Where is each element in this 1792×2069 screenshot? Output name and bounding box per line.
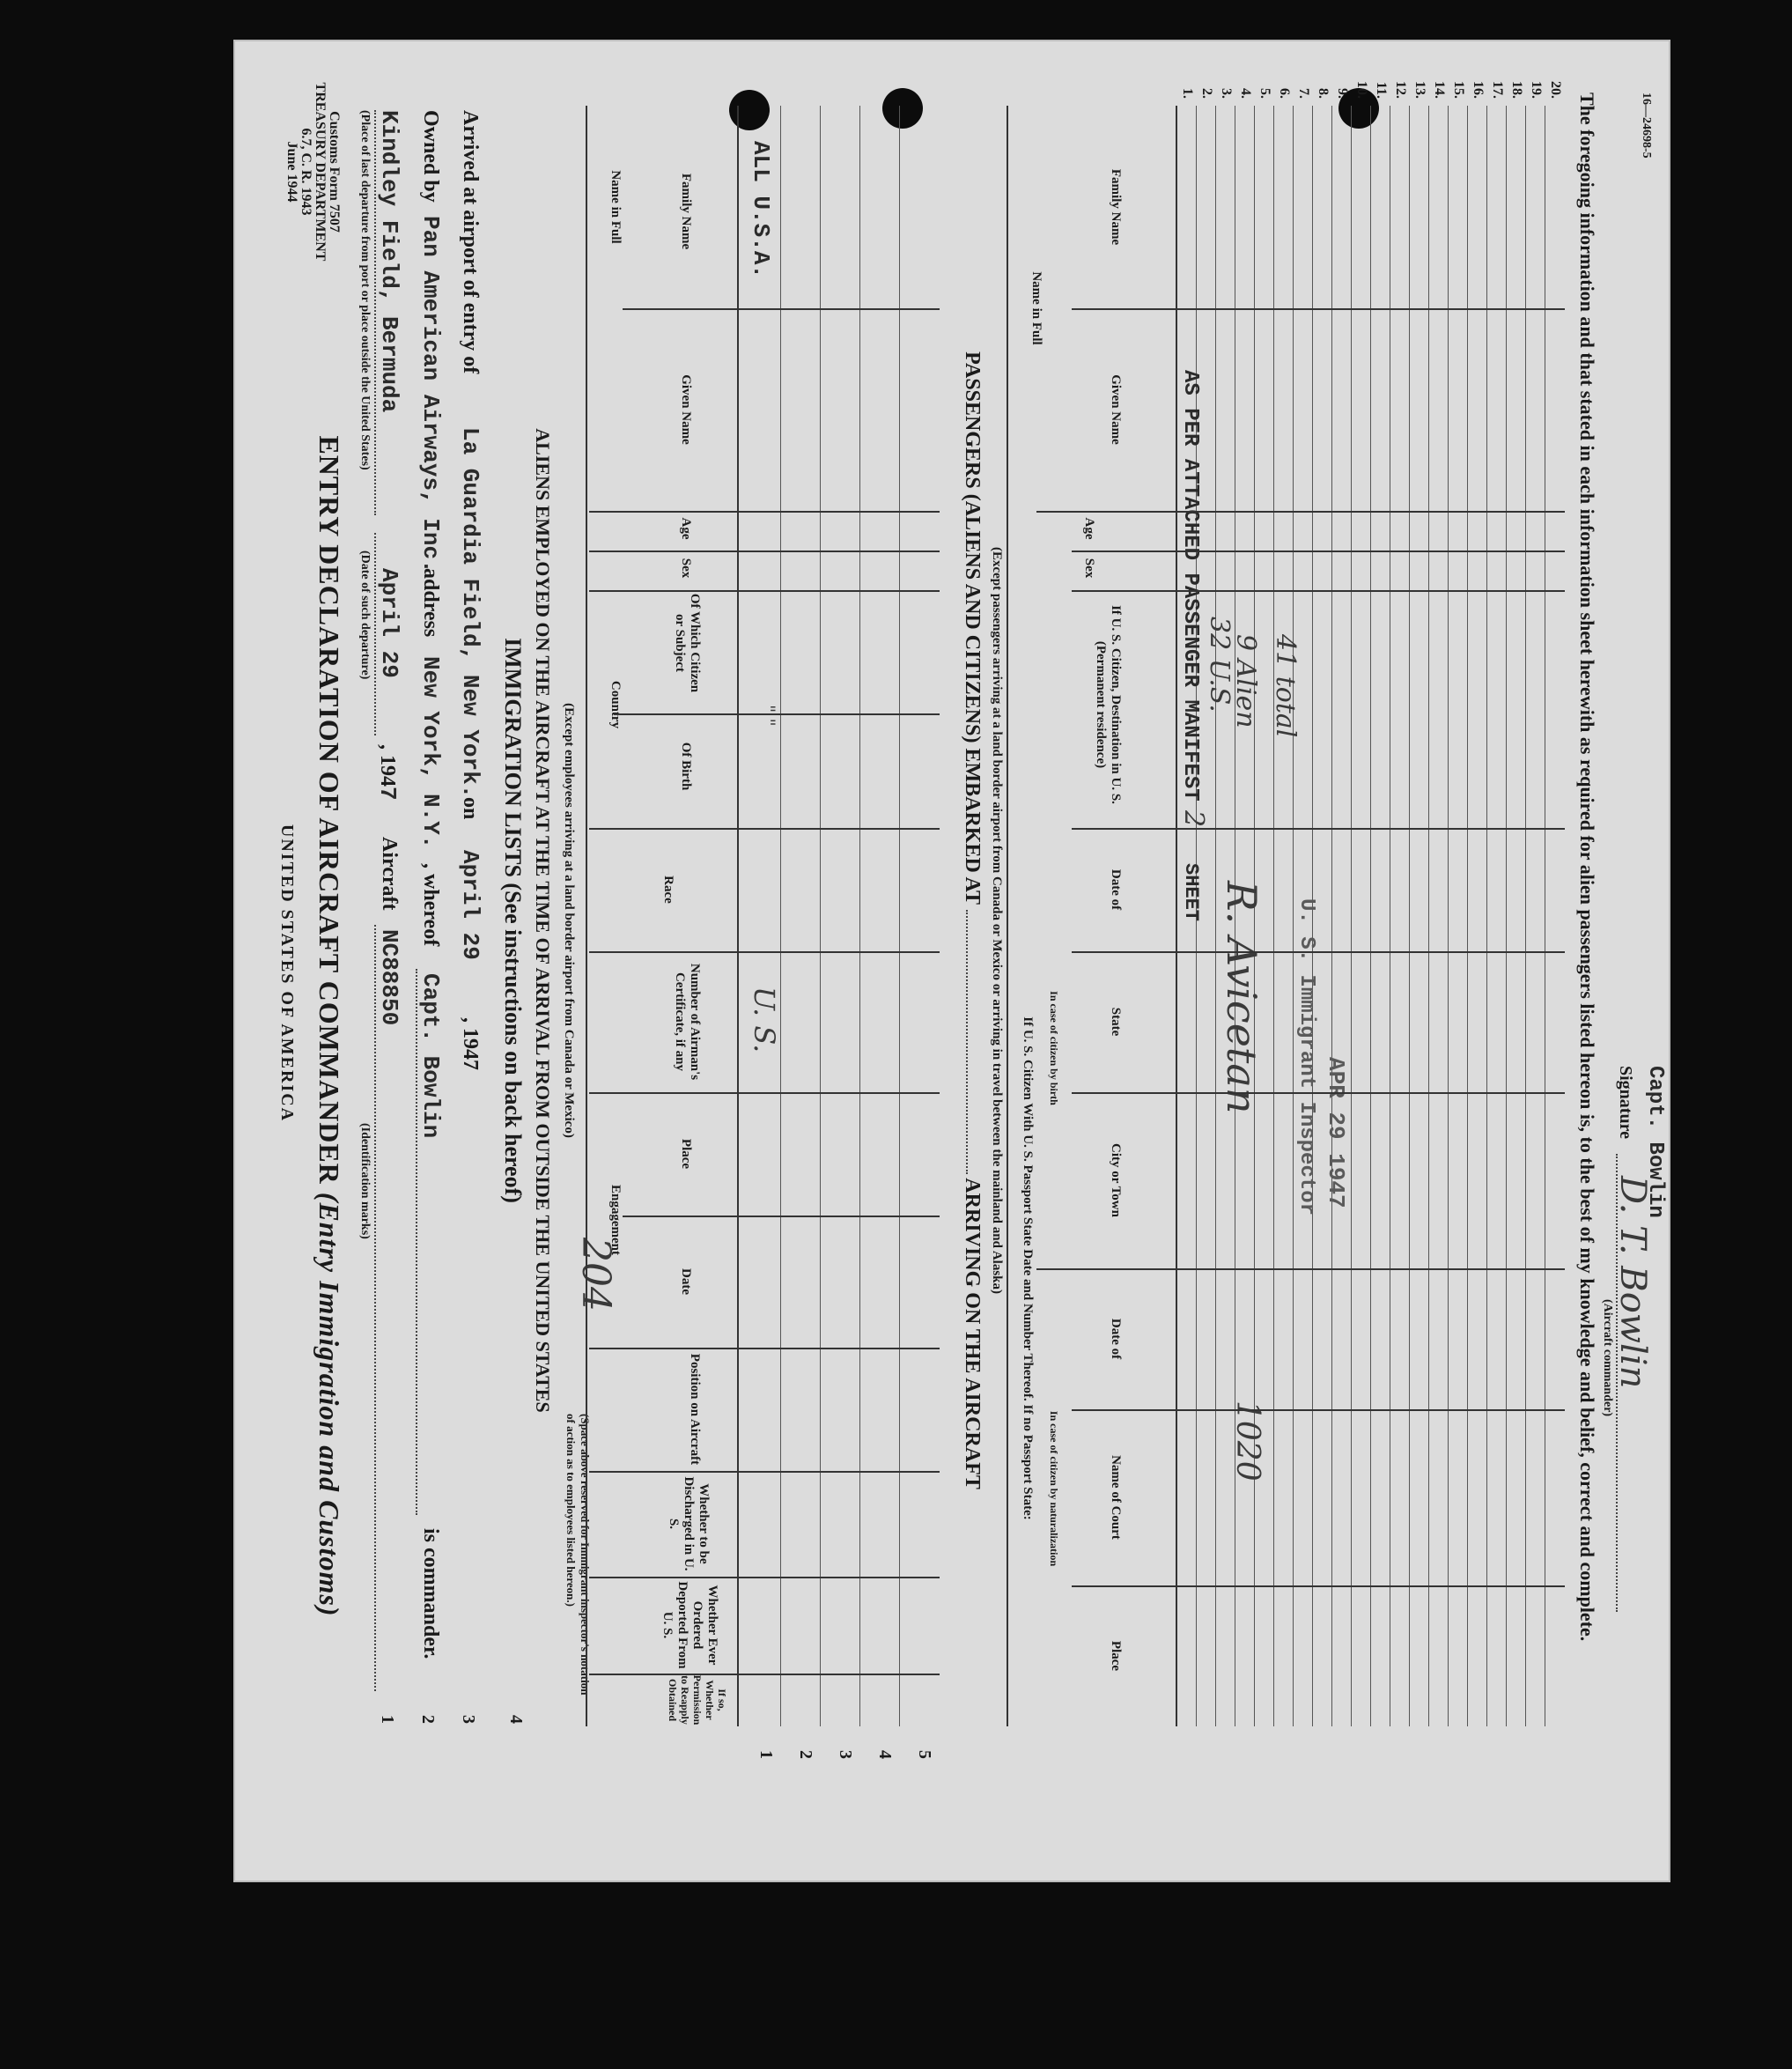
pax-col-name-in-full: Name in Full (1029, 271, 1043, 345)
year-prefix: , 194 (376, 744, 399, 787)
departure-date: April 29 (376, 568, 402, 678)
year-suffix: 7 (374, 787, 401, 801)
crew-col-date: Date (679, 1268, 693, 1295)
passenger-row-numbers (1177, 70, 1565, 106)
crew-col-name-in-full: Name in Full (608, 170, 623, 244)
handwritten-us-count: 32 U.S. (1204, 617, 1235, 713)
pax-row-number: 1. (1180, 88, 1195, 99)
pax-row-number: 16. (1471, 81, 1486, 99)
owner-address: New York, N.Y. (417, 656, 444, 849)
pax-col-birth-group: In case of citizen by birth (1048, 991, 1060, 1105)
on-label: on (459, 797, 482, 820)
departure-place: Kindley Field, Bermuda (376, 110, 402, 413)
crew-col-of-birth: Of Birth (679, 742, 693, 791)
date-dotline (374, 533, 376, 735)
commander-signature: D. T. Bowlin (1612, 1176, 1653, 1389)
crew-section-title: ALIENS EMPLOYED ON THE AIRCRAFT AT THE TIME OF ARRIVAL FROM OUTSIDE THE UNITED STATES (532, 428, 554, 1413)
year-field (374, 744, 401, 801)
space-reserved-note: (Space above reserved for Immigrant inspector's notation of action as to employees listed hereon.) (564, 1414, 592, 1696)
aircraft-dotline (374, 925, 376, 1691)
pax-row-number: 9. (1335, 88, 1350, 99)
aircraft-caption: (Identification marks) (358, 1123, 372, 1239)
inspector-stamp-date: APR 29 1947 (1323, 1057, 1349, 1208)
arrival-airport: La Guardia Field, New York. (457, 427, 483, 799)
crew-col-given-name: Given Name (679, 374, 693, 445)
scanned-form-page (233, 40, 1670, 1882)
immigration-lists-title: IMMIGRATION LISTS (See instructions on back hereof) (500, 638, 526, 1203)
crew-col-country: Country (608, 680, 623, 729)
manifest-note: AS PER ATTACHED PASSENGER MANIFEST (1178, 370, 1202, 802)
crew-col-discharged: Whether to be Discharged in U. S. (667, 1476, 711, 1571)
owner-name: Pan American Airways, Inc. (417, 216, 444, 573)
passenger-section-title (960, 172, 984, 1669)
crew-col-race: Race (661, 876, 675, 904)
sheet-number-handwritten: 204 (573, 1238, 618, 1312)
crew-col-family-name: Family Name (679, 173, 693, 250)
crew-col-place: Place (679, 1138, 693, 1170)
sheet-word: SHEET (1180, 863, 1202, 922)
crew-row-number: 1 (756, 1750, 776, 1759)
margin-number: 3 (459, 1715, 478, 1724)
cfr-label: 6.7, C. R. 1943 (299, 128, 313, 216)
pax-col-family-name: Family Name (1109, 168, 1123, 246)
address-label: address (419, 568, 442, 638)
passenger-table-body (1177, 106, 1565, 1726)
owned-by-label: Owned by (419, 110, 442, 203)
crew-col-deported: Whether Ever Ordered Deported From U. S. (660, 1581, 719, 1669)
pax-col-place: Place (1109, 1640, 1123, 1672)
aircraft-id: NC88850 (376, 929, 402, 1026)
signature-label: Signature (1616, 1066, 1635, 1139)
crew-row-number: 2 (796, 1750, 815, 1759)
is-commander-label: is commander. (419, 1528, 442, 1659)
form-date-label: June 1944 (284, 141, 299, 203)
typed-commander-name: Capt. Bowlin (1643, 1066, 1667, 1218)
department-label: TREASURY DEPARTMENT (313, 82, 328, 262)
form-title (313, 410, 345, 1643)
crew-section-note: (Except employees arriving at a land border airport from Canada or Mexico) (562, 703, 576, 1138)
form-title-sub: (Entry Immigration and Customs) (313, 1192, 345, 1617)
country-heading: UNITED STATES OF AMERICA (277, 824, 297, 1123)
pax-row-number: 20. (1548, 81, 1563, 99)
pax-row-number: 2. (1199, 88, 1214, 99)
pax-row-number: 19. (1529, 81, 1544, 99)
commander-dotline (416, 969, 417, 1515)
handwritten-alien-count: 9 Alien (1230, 634, 1261, 728)
margin-number: 1 (378, 1715, 397, 1724)
inspector-stamp-title: U. S. Immigrant Inspector (1294, 898, 1318, 1216)
pax-col-destination: If U. S. Citizen, Destination in U. S. (Permanent residence) (1094, 605, 1123, 804)
pax-row-number: 3. (1219, 88, 1234, 99)
passenger-table-header (1007, 106, 1177, 1726)
crew-row-number: 4 (875, 1750, 895, 1759)
crew-col-airman-cert: Number of Airman's Certificate, if any (673, 963, 702, 1081)
form-print-number: 16—24698-5 (1640, 92, 1653, 159)
pax-col-age: Age (1082, 517, 1096, 540)
pax-row-number: 8. (1316, 88, 1331, 99)
arrived-label: Arrived at airport of entry of (459, 110, 482, 374)
crew-col-age: Age (679, 517, 693, 540)
pax-row-number: 15. (1451, 81, 1466, 99)
form-id-block (284, 66, 341, 277)
crew-row-number: 5 (915, 1750, 934, 1759)
pax-row-number: 12. (1393, 81, 1408, 99)
pax-col-naturalization-group: In case of citizen by naturalization (1048, 1410, 1060, 1567)
pax-col-sex: Sex (1082, 558, 1096, 579)
crew-col-permission: If so, Whether Permission to Reapply Obtained (667, 1674, 728, 1725)
whereof-label: , whereof (419, 863, 442, 947)
crew-col-sex: Sex (679, 558, 693, 579)
crew-col-engagement: Engagement (608, 1185, 623, 1255)
pax-col-court: Name of Court (1109, 1455, 1123, 1540)
pax-row-number: 11. (1374, 81, 1389, 99)
pax-row-number: 6. (1277, 88, 1292, 99)
crew-entry-all-usa: ALL U.S.A. (748, 141, 774, 279)
rotated-form (233, 40, 1670, 1882)
pax-col-given-name: Given Name (1109, 374, 1123, 445)
inspector-signature: R. Avicetan (1218, 881, 1265, 1114)
margin-number: 4 (506, 1715, 526, 1724)
pax-col-state: State (1109, 1007, 1123, 1037)
arrival-date: April 29 (457, 850, 483, 960)
certification-statement: The foregoing information and that stated in each information sheet herewith as required for alien passengers listed hereon is, to the best of my knowledge and belief, correct and complete. (1576, 92, 1598, 1642)
passenger-section-note: (Except passengers arriving at a land border airport from Canada or Mexico or arriving in travel between the mainland and Alaska) (990, 546, 1004, 1295)
crew-table-body (737, 106, 940, 1759)
margin-number: 2 (418, 1715, 438, 1724)
passenger-title-a: PASSENGERS (ALIENS AND CITIZENS) EMBARKED AT (961, 351, 984, 905)
pax-row-number: 18. (1509, 81, 1524, 99)
pax-col-date-of-naturalization: Date of (1109, 1318, 1123, 1360)
pax-row-number: 4. (1238, 88, 1253, 99)
form-title-text: ENTRY DECLARATION OF AIRCRAFT COMMANDER (313, 435, 345, 1185)
pax-col-city: City or Town (1109, 1143, 1123, 1217)
crew-col-citizen-of: Of Which Citizen or Subject (673, 593, 702, 693)
departure-caption: (Place of last departure from port or place outside the United States) (358, 110, 372, 470)
pax-row-number: 13. (1412, 81, 1427, 99)
arrival-year: , 1947 (459, 1017, 482, 1070)
commander-name: Capt. Bowlin (417, 973, 444, 1139)
pax-row-number: 10. (1354, 81, 1369, 99)
crew-row-number: 3 (836, 1750, 855, 1759)
aircraft-label: Aircraft (378, 837, 401, 911)
pax-row-number: 14. (1432, 81, 1447, 99)
passenger-title-b: ARRIVING ON THE AIRCRAFT (961, 1178, 984, 1489)
pax-col-passport: If U. S. Citizen With U. S. Passport State Date and Number Thereof. If no Passport State: (1021, 1016, 1035, 1520)
crew-table-header (586, 106, 739, 1726)
departure-dotline (374, 110, 376, 515)
crew-col-position: Position on Aircraft (688, 1353, 702, 1466)
crew-handwritten-ditto: " " (758, 705, 779, 727)
pax-row-number: 17. (1490, 81, 1505, 99)
customs-form-label: Customs Form 7507 (327, 111, 342, 233)
inspector-number: 1020 (1229, 1400, 1265, 1482)
signature-caption: (Aircraft commander) (1601, 1299, 1614, 1417)
date-caption: (Date of such departure) (358, 551, 372, 680)
crew-handwritten-us: U. S. (748, 986, 781, 1053)
handwritten-total: 41 total (1270, 634, 1301, 738)
pax-row-number: 5. (1257, 88, 1272, 99)
pax-col-date-of-birth: Date of (1109, 868, 1123, 911)
sheet-count-handwritten: 2 (1178, 810, 1209, 828)
pax-row-number: 7. (1296, 88, 1311, 99)
